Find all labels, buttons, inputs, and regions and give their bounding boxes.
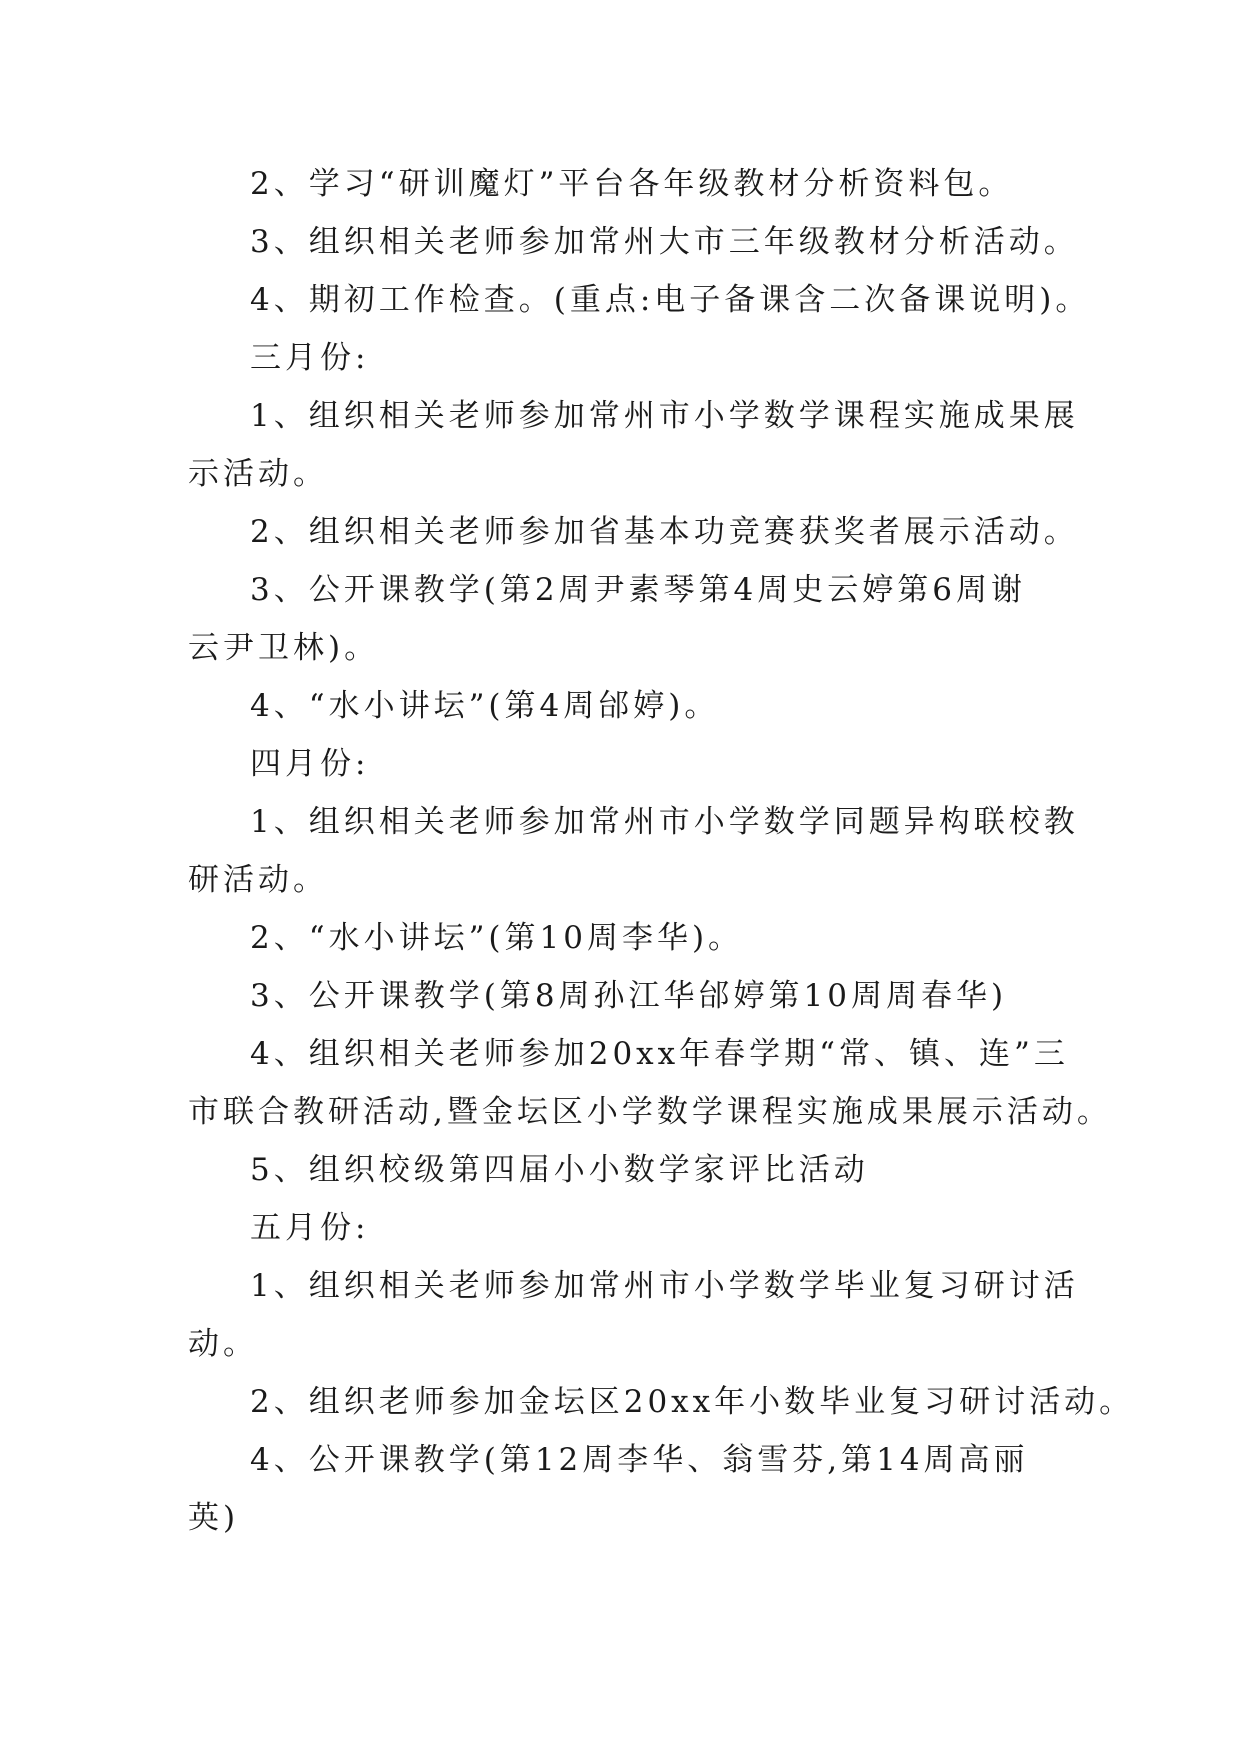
paragraph-line-continuation: 示活动。 (188, 456, 328, 492)
paragraph-line: 2、“水小讲坛”(第10周李华)。 (250, 920, 744, 956)
section-heading-may: 五月份: (250, 1210, 370, 1246)
paragraph-line: 4、期初工作检查。(重点:电子备课含二次备课说明)。 (250, 282, 1091, 318)
paragraph-line: 3、公开课教学(第8周孙江华邰婷第10周周春华) (250, 978, 1008, 1014)
paragraph-line-continuation: 研活动。 (188, 862, 328, 898)
paragraph-line: 1、组织相关老师参加常州市小学数学毕业复习研讨活 (250, 1268, 1079, 1304)
section-heading-march: 三月份: (250, 340, 370, 376)
section-heading-april: 四月份: (250, 746, 370, 782)
paragraph-line: 1、组织相关老师参加常州市小学数学同题异构联校教 (250, 804, 1079, 840)
paragraph-line: 3、组织相关老师参加常州大市三年级教材分析活动。 (250, 224, 1079, 260)
paragraph-line-continuation: 市联合教研活动,暨金坛区小学数学课程实施成果展示活动。 (188, 1094, 1112, 1130)
paragraph-line: 2、组织老师参加金坛区20xx年小数毕业复习研讨活动。 (250, 1384, 1135, 1420)
document-body (188, 155, 1135, 1547)
paragraph-line-continuation: 云尹卫林)。 (188, 630, 380, 666)
paragraph-line: 4、“水小讲坛”(第4周邰婷)。 (250, 688, 720, 724)
paragraph-line: 2、组织相关老师参加省基本功竞赛获奖者展示活动。 (250, 514, 1079, 550)
paragraph-line: 1、组织相关老师参加常州市小学数学课程实施成果展 (250, 398, 1079, 434)
paragraph-line: 2、学习“研训魔灯”平台各年级教材分析资料包。 (250, 166, 1014, 202)
paragraph-line: 5、组织校级第四届小小数学家评比活动 (250, 1152, 869, 1188)
paragraph-line: 4、组织相关老师参加20xx年春学期“常、镇、连”三 (250, 1036, 1069, 1072)
paragraph-line-continuation: 动。 (188, 1326, 258, 1362)
paragraph-line: 4、公开课教学(第12周李华、翁雪芬,第14周高丽 (250, 1442, 1029, 1478)
paragraph-line-continuation: 英) (188, 1500, 240, 1536)
paragraph-line: 3、公开课教学(第2周尹素琴第4周史云婷第6周谢 (250, 572, 1026, 608)
